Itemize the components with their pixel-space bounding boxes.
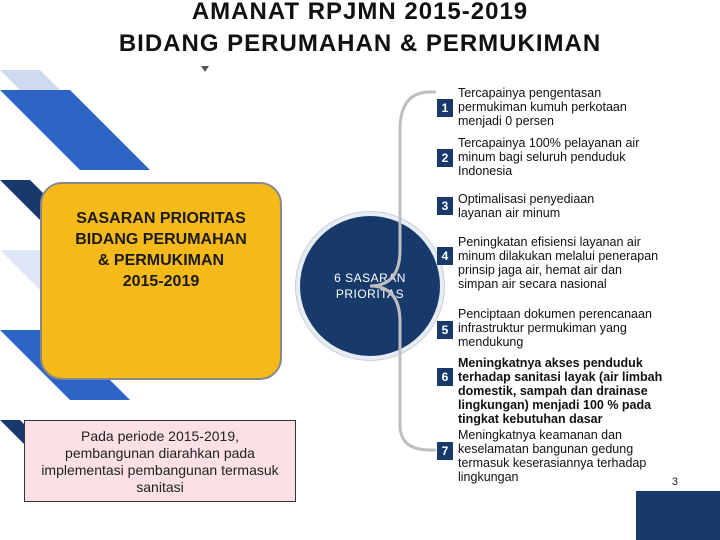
small-triangle-marker — [201, 66, 209, 72]
item-text-7: Meningkatnya keamanan dan keselamatan bangunan gedung termasuk keserasiannya terhadap lingkungan — [458, 428, 647, 484]
item-number-3: 3 — [437, 197, 453, 215]
item-text-6: Meningkatnya akses penduduk terhadap sanitasi layak (air limbah domestik, sampah dan drainase lingkungan) menjadi 100 % pada tingkat kebutuhan dasar — [458, 356, 663, 426]
page-number: 3 — [671, 476, 678, 488]
chevron-shape-mid — [0, 90, 150, 170]
page-title-line2: BIDANG PERUMAHAN & PERMUKIMAN — [118, 30, 602, 57]
priority-target-box — [40, 182, 282, 380]
item-text-3: Optimalisasi penyediaan layanan air minum — [458, 192, 595, 220]
priority-target-label: SASARAN PRIORITAS BIDANG PERUMAHAN & PERMUKIMAN 2015-2019 — [75, 210, 247, 290]
page-title-line1: AMANAT RPJMN 2015-2019 — [191, 0, 529, 25]
item-text-2: Tercapainya 100% pelayanan air minum bagi seluruh penduduk Indonesia — [458, 136, 640, 178]
item-number-7: 7 — [437, 442, 453, 460]
item-text-1: Tercapainya pengentasan permukiman kumuh perkotaan menjadi 0 persen — [458, 86, 627, 128]
item-number-6: 6 — [437, 368, 453, 386]
item-number-4: 4 — [437, 247, 453, 265]
corner-block — [636, 491, 720, 540]
period-note-box: Pada periode 2015-2019, pembangunan diarahkan pada implementasi pembangunan termasuk sanitasi — [24, 420, 296, 502]
item-number-5: 5 — [437, 321, 453, 339]
item-number-2: 2 — [437, 149, 453, 167]
six-priorities-label: 6 SASARAN PRIORITAS — [334, 271, 406, 301]
six-priorities-circle — [300, 216, 440, 356]
item-number-1: 1 — [437, 99, 453, 117]
item-text-5: Penciptaan dokumen perencanaan infrastruktur permukiman yang mendukung — [458, 307, 652, 349]
item-text-4: Peningkatan efisiensi layanan air minum dilakukan melalui penerapan prinsip jaga air, hemat air dan simpan air secara nasional — [458, 235, 659, 291]
